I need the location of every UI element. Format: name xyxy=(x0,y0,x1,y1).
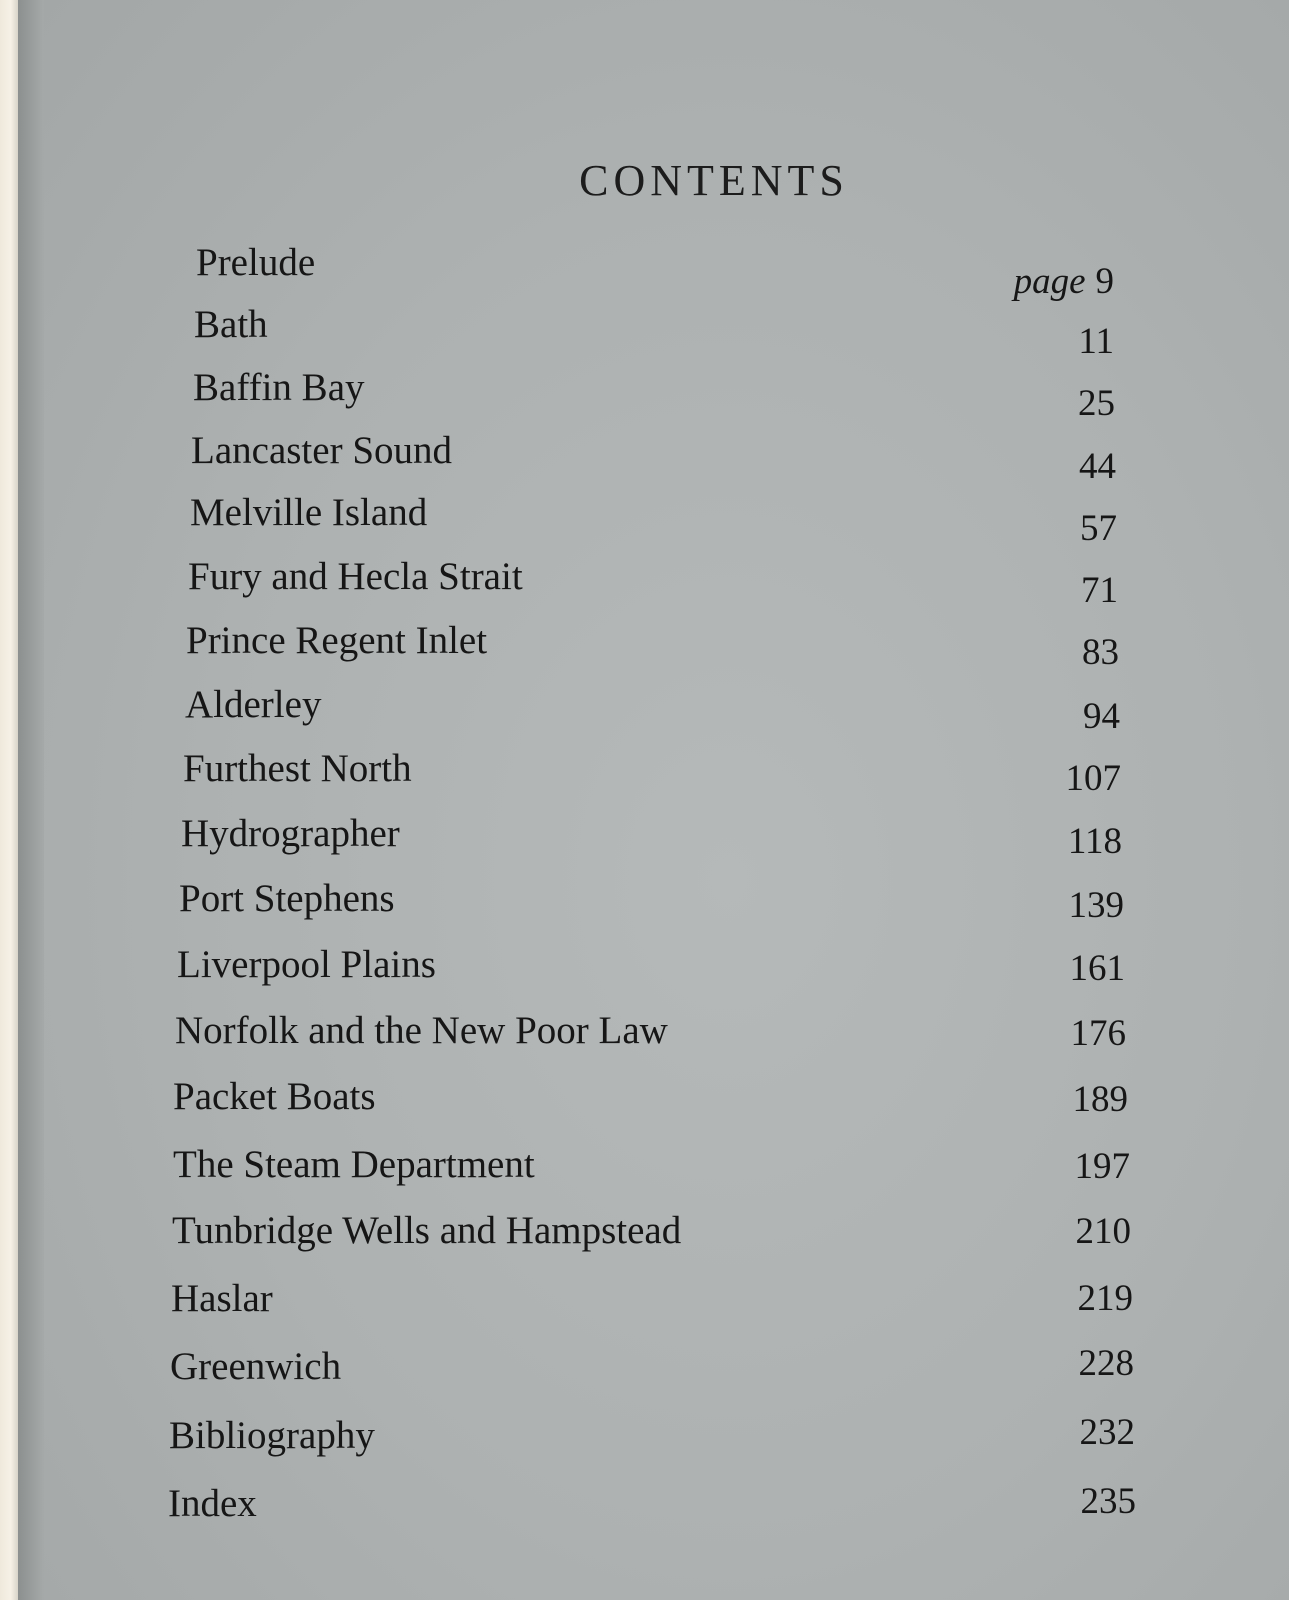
toc-page-haslar: 219 xyxy=(1077,1278,1133,1319)
toc-entry-packet-boats: Packet Boats xyxy=(173,1075,376,1118)
toc-entry-melville-island: Melville Island xyxy=(190,491,428,534)
toc-page-greenwich: 228 xyxy=(1078,1343,1134,1384)
toc-page-furthest-north: 107 xyxy=(1065,758,1121,799)
toc-entry-fury-hecla: Fury and Hecla Strait xyxy=(188,555,523,598)
toc-page-index: 235 xyxy=(1080,1481,1136,1522)
toc-entry-lancaster-sound: Lancaster Sound xyxy=(191,429,453,472)
toc-entry-alderley: Alderley xyxy=(185,683,322,726)
toc-page-baffin-bay: 25 xyxy=(1078,383,1115,424)
toc-entry-haslar: Haslar xyxy=(171,1277,273,1320)
toc-page-steam-department: 197 xyxy=(1074,1146,1130,1187)
toc-page-bibliography: 232 xyxy=(1079,1412,1135,1453)
toc-entry-tunbridge-wells: Tunbridge Wells and Hampstead xyxy=(172,1209,682,1252)
toc-page-lancaster-sound: 44 xyxy=(1079,446,1116,487)
toc-entry-greenwich: Greenwich xyxy=(170,1345,342,1388)
toc-entry-norfolk: Norfolk and the New Poor Law xyxy=(175,1009,668,1052)
page-word: page xyxy=(1013,261,1086,302)
toc-entry-liverpool-plains: Liverpool Plains xyxy=(177,943,436,986)
toc-page-norfolk: 176 xyxy=(1070,1013,1126,1054)
toc-entry-bath: Bath xyxy=(194,303,268,346)
toc-entry-index: Index xyxy=(168,1482,257,1525)
toc-page-melville-island: 57 xyxy=(1080,508,1117,549)
toc-page-bath: 11 xyxy=(1078,321,1114,362)
toc-entry-steam-department: The Steam Department xyxy=(173,1143,535,1186)
toc-entry-hydrographer: Hydrographer xyxy=(181,812,400,855)
toc-page-prelude: page 9 xyxy=(1013,261,1114,302)
book-spine-edge xyxy=(0,0,18,1600)
toc-page-packet-boats: 189 xyxy=(1072,1079,1128,1120)
page-shadow xyxy=(18,0,44,1600)
toc-page-alderley: 94 xyxy=(1083,696,1120,737)
toc-page-liverpool-plains: 161 xyxy=(1069,948,1125,989)
toc-page-port-stephens: 139 xyxy=(1068,885,1124,926)
toc-page-prince-regent: 83 xyxy=(1082,632,1119,673)
toc-page-fury-hecla: 71 xyxy=(1081,570,1118,611)
toc-entry-port-stephens: Port Stephens xyxy=(179,877,395,920)
toc-entry-baffin-bay: Baffin Bay xyxy=(193,366,365,409)
toc-page-tunbridge-wells: 210 xyxy=(1075,1211,1131,1252)
toc-entry-prelude: Prelude xyxy=(196,241,316,284)
toc-page-hydrographer: 118 xyxy=(1067,821,1122,862)
toc-entry-furthest-north: Furthest North xyxy=(183,747,412,790)
toc-entry-prince-regent: Prince Regent Inlet xyxy=(186,619,488,662)
contents-page xyxy=(44,0,1289,1600)
page-title: CONTENTS xyxy=(579,156,849,205)
toc-entry-bibliography: Bibliography xyxy=(169,1414,375,1457)
